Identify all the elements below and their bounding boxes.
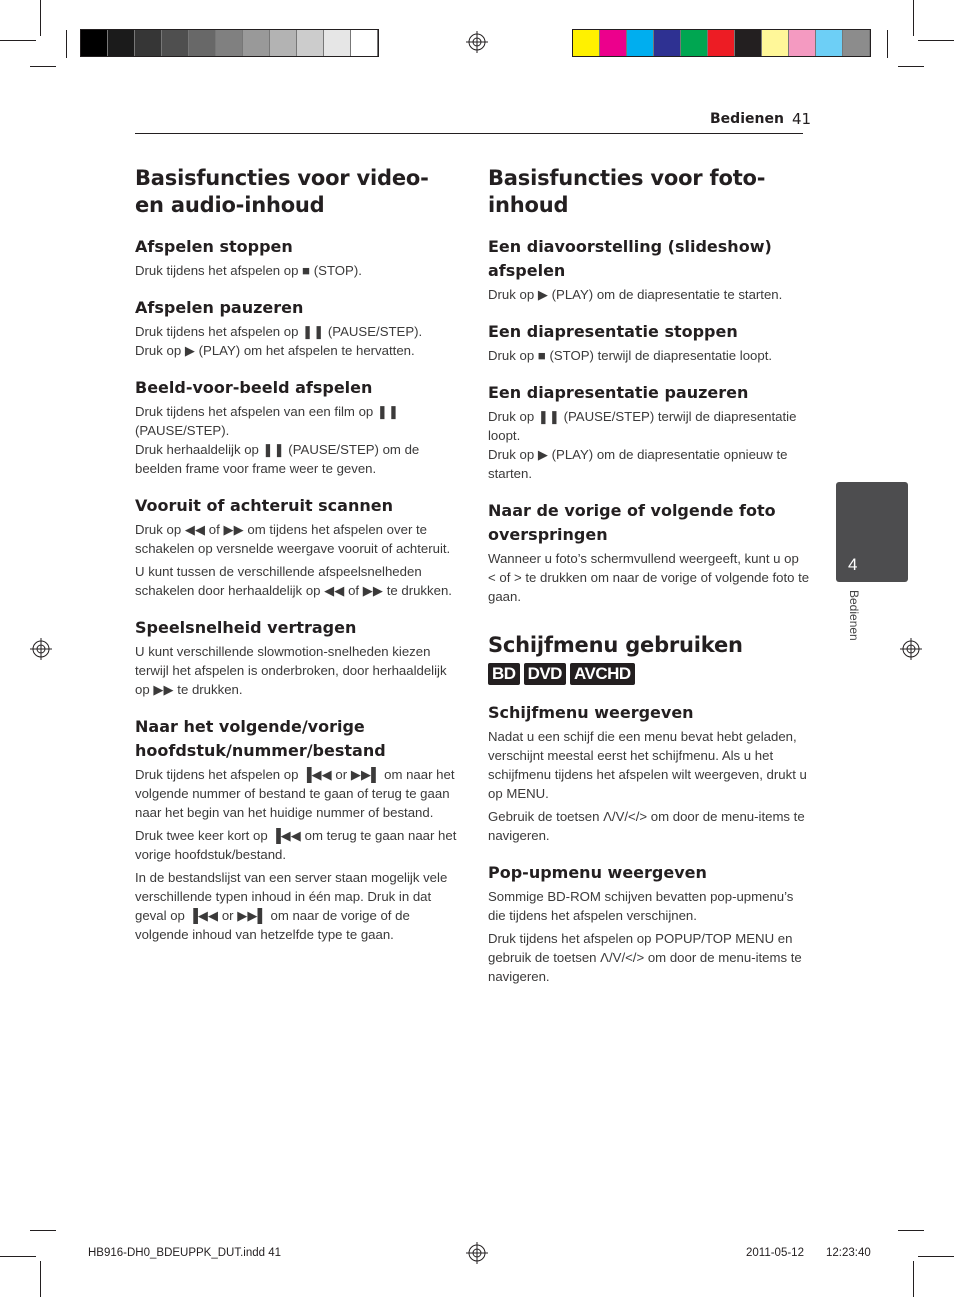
disc-type-badge: DVD (524, 663, 566, 685)
subsection-heading: Vooruit of achteruit scannen (135, 496, 393, 515)
left-column (135, 165, 457, 948)
color-swatch (216, 30, 243, 56)
body-paragraph: Druk tijdens het afspelen van een film op ❚❚ (PAUSE/STEP). Druk herhaaldelijk op ❚❚ (PAUSE/STEP) om de beelden frame voor frame weer te geven. (135, 404, 420, 476)
color-swatch (708, 30, 735, 56)
subsection-heading: Naar het volgende/vorige hoofdstuk/nummer/bestand (135, 717, 386, 760)
color-swatch (135, 30, 162, 56)
body-paragraph: Gebruik de toetsen Λ/V/</> om door de menu-items te navigeren. (488, 809, 805, 843)
color-swatch (243, 30, 270, 56)
body-paragraph: Druk tijdens het afspelen op POPUP/TOP MENU en gebruik de toetsen Λ/V/</> om door de menu-items te navigeren. (488, 931, 802, 984)
color-swatch (162, 30, 189, 56)
disc-type-badge: AVCHD (570, 663, 635, 685)
body-paragraph: In de bestandslijst van een server staan mogelijk vele verschillende typen inhoud in één map. Druk in dat geval op ▐◀◀ or ▶▶▌ om naar de vorige of de volgende inhoud van hetzelfde type te gaan. (135, 870, 448, 942)
color-swatch (843, 30, 870, 56)
chapter-number: 4 (848, 555, 858, 574)
color-swatch (108, 30, 135, 56)
subsection-heading: Een diavoorstelling (slideshow) afspelen (488, 237, 772, 280)
gray-calibration-bar (80, 29, 379, 57)
registration-mark-icon (30, 638, 52, 660)
color-swatch (189, 30, 216, 56)
footer-time: 12:23:40 (826, 1247, 871, 1259)
body-paragraph: Druk tijdens het afspelen op ❚❚ (PAUSE/STEP). Druk op ▶ (PLAY) om het afspelen te hervatten. (135, 324, 423, 358)
registration-mark-icon (900, 638, 922, 660)
color-swatch (600, 30, 627, 56)
right-column (488, 165, 810, 990)
body-paragraph: Wanneer u foto’s schermvullend weergeeft, kunt u op < of > te drukken om naar de vorige of volgende foto te gaan. (488, 551, 810, 604)
body-paragraph: Sommige BD-ROM schijven bevatten pop-upmenu’s die tijdens het afspelen verschijnen. (488, 889, 794, 923)
color-swatch (627, 30, 654, 56)
color-swatch (681, 30, 708, 56)
section-title: Schijfmenu gebruiken (488, 633, 743, 657)
chapter-tab (836, 482, 908, 582)
subsection-heading: Een diapresentatie pauzeren (488, 383, 749, 402)
registration-mark-icon (466, 1242, 488, 1264)
body-paragraph: Druk op ■ (STOP) terwijl de diapresentatie loopt. (488, 348, 773, 363)
footer-file: HB916-DH0_BDEUPPK_DUT.indd 41 (88, 1247, 282, 1259)
body-paragraph: Druk op ◀◀ of ▶▶ om tijdens het afspelen over te schakelen op versnelde weergave vooruit of achteruit. (135, 522, 451, 556)
running-title: Bedienen (710, 111, 784, 127)
body-paragraph: U kunt tussen de verschillende afspeelsnelheden schakelen door herhaaldelijk op ◀◀ of ▶▶ te drukken. (135, 564, 452, 598)
color-swatch (324, 30, 351, 56)
color-swatch (654, 30, 681, 56)
color-swatch (270, 30, 297, 56)
section-title: Basisfuncties voor video- en audio-inhoud (135, 166, 429, 217)
body-paragraph: Druk tijdens het afspelen op ■ (STOP). (135, 263, 362, 278)
body-paragraph: Nadat u een schijf die een menu bevat hebt geladen, verschijnt meestal eerst het schijfmenu. Als u het schijfmenu tijdens het afspelen wilt weergeven, drukt u op MENU. (488, 729, 807, 801)
subsection-heading: Schijfmenu weergeven (488, 703, 694, 722)
registration-mark-icon (466, 31, 488, 53)
disc-type-badges (488, 663, 810, 685)
chapter-label: Bedienen (847, 590, 861, 641)
color-swatch (351, 30, 378, 56)
subsection-heading: Pop-upmenu weergeven (488, 863, 707, 882)
footer-date: 2011-05-12 (746, 1247, 804, 1259)
subsection-heading: Afspelen stoppen (135, 237, 293, 256)
subsection-heading: Naar de vorige of volgende foto overspringen (488, 501, 776, 544)
header-rule (135, 133, 803, 134)
color-swatch (789, 30, 816, 56)
body-paragraph: Druk op ❚❚ (PAUSE/STEP) terwijl de diapresentatie loopt. Druk op ▶ (PLAY) om de diapresentatie opnieuw te starten. (488, 409, 797, 481)
section-title: Basisfuncties voor foto-inhoud (488, 166, 766, 217)
subsection-heading: Speelsnelheid vertragen (135, 618, 357, 637)
body-paragraph: U kunt verschillende slowmotion-snelheden kiezen terwijl het afspelen is onderbroken, door herhaaldelijk op ▶▶ te drukken. (135, 644, 447, 697)
color-swatch (573, 30, 600, 56)
color-swatch (735, 30, 762, 56)
subsection-heading: Afspelen pauzeren (135, 298, 304, 317)
color-swatch (762, 30, 789, 56)
color-swatch (816, 30, 843, 56)
page-number: 41 (792, 110, 812, 128)
body-paragraph: Druk twee keer kort op ▐◀◀ om terug te gaan naar het vorige hoofdstuk/bestand. (135, 828, 457, 862)
body-paragraph: Druk op ▶ (PLAY) om de diapresentatie te starten. (488, 287, 783, 302)
color-swatch (81, 30, 108, 56)
color-calibration-bar (572, 29, 871, 57)
disc-type-badge: BD (488, 663, 520, 685)
body-paragraph: Druk tijdens het afspelen op ▐◀◀ or ▶▶▌ om naar het volgende nummer of bestand te gaan of terug te gaan naar het begin van het huidige nummer of bestand. (135, 767, 455, 820)
subsection-heading: Beeld-voor-beeld afspelen (135, 378, 373, 397)
subsection-heading: Een diapresentatie stoppen (488, 322, 738, 341)
color-swatch (297, 30, 324, 56)
